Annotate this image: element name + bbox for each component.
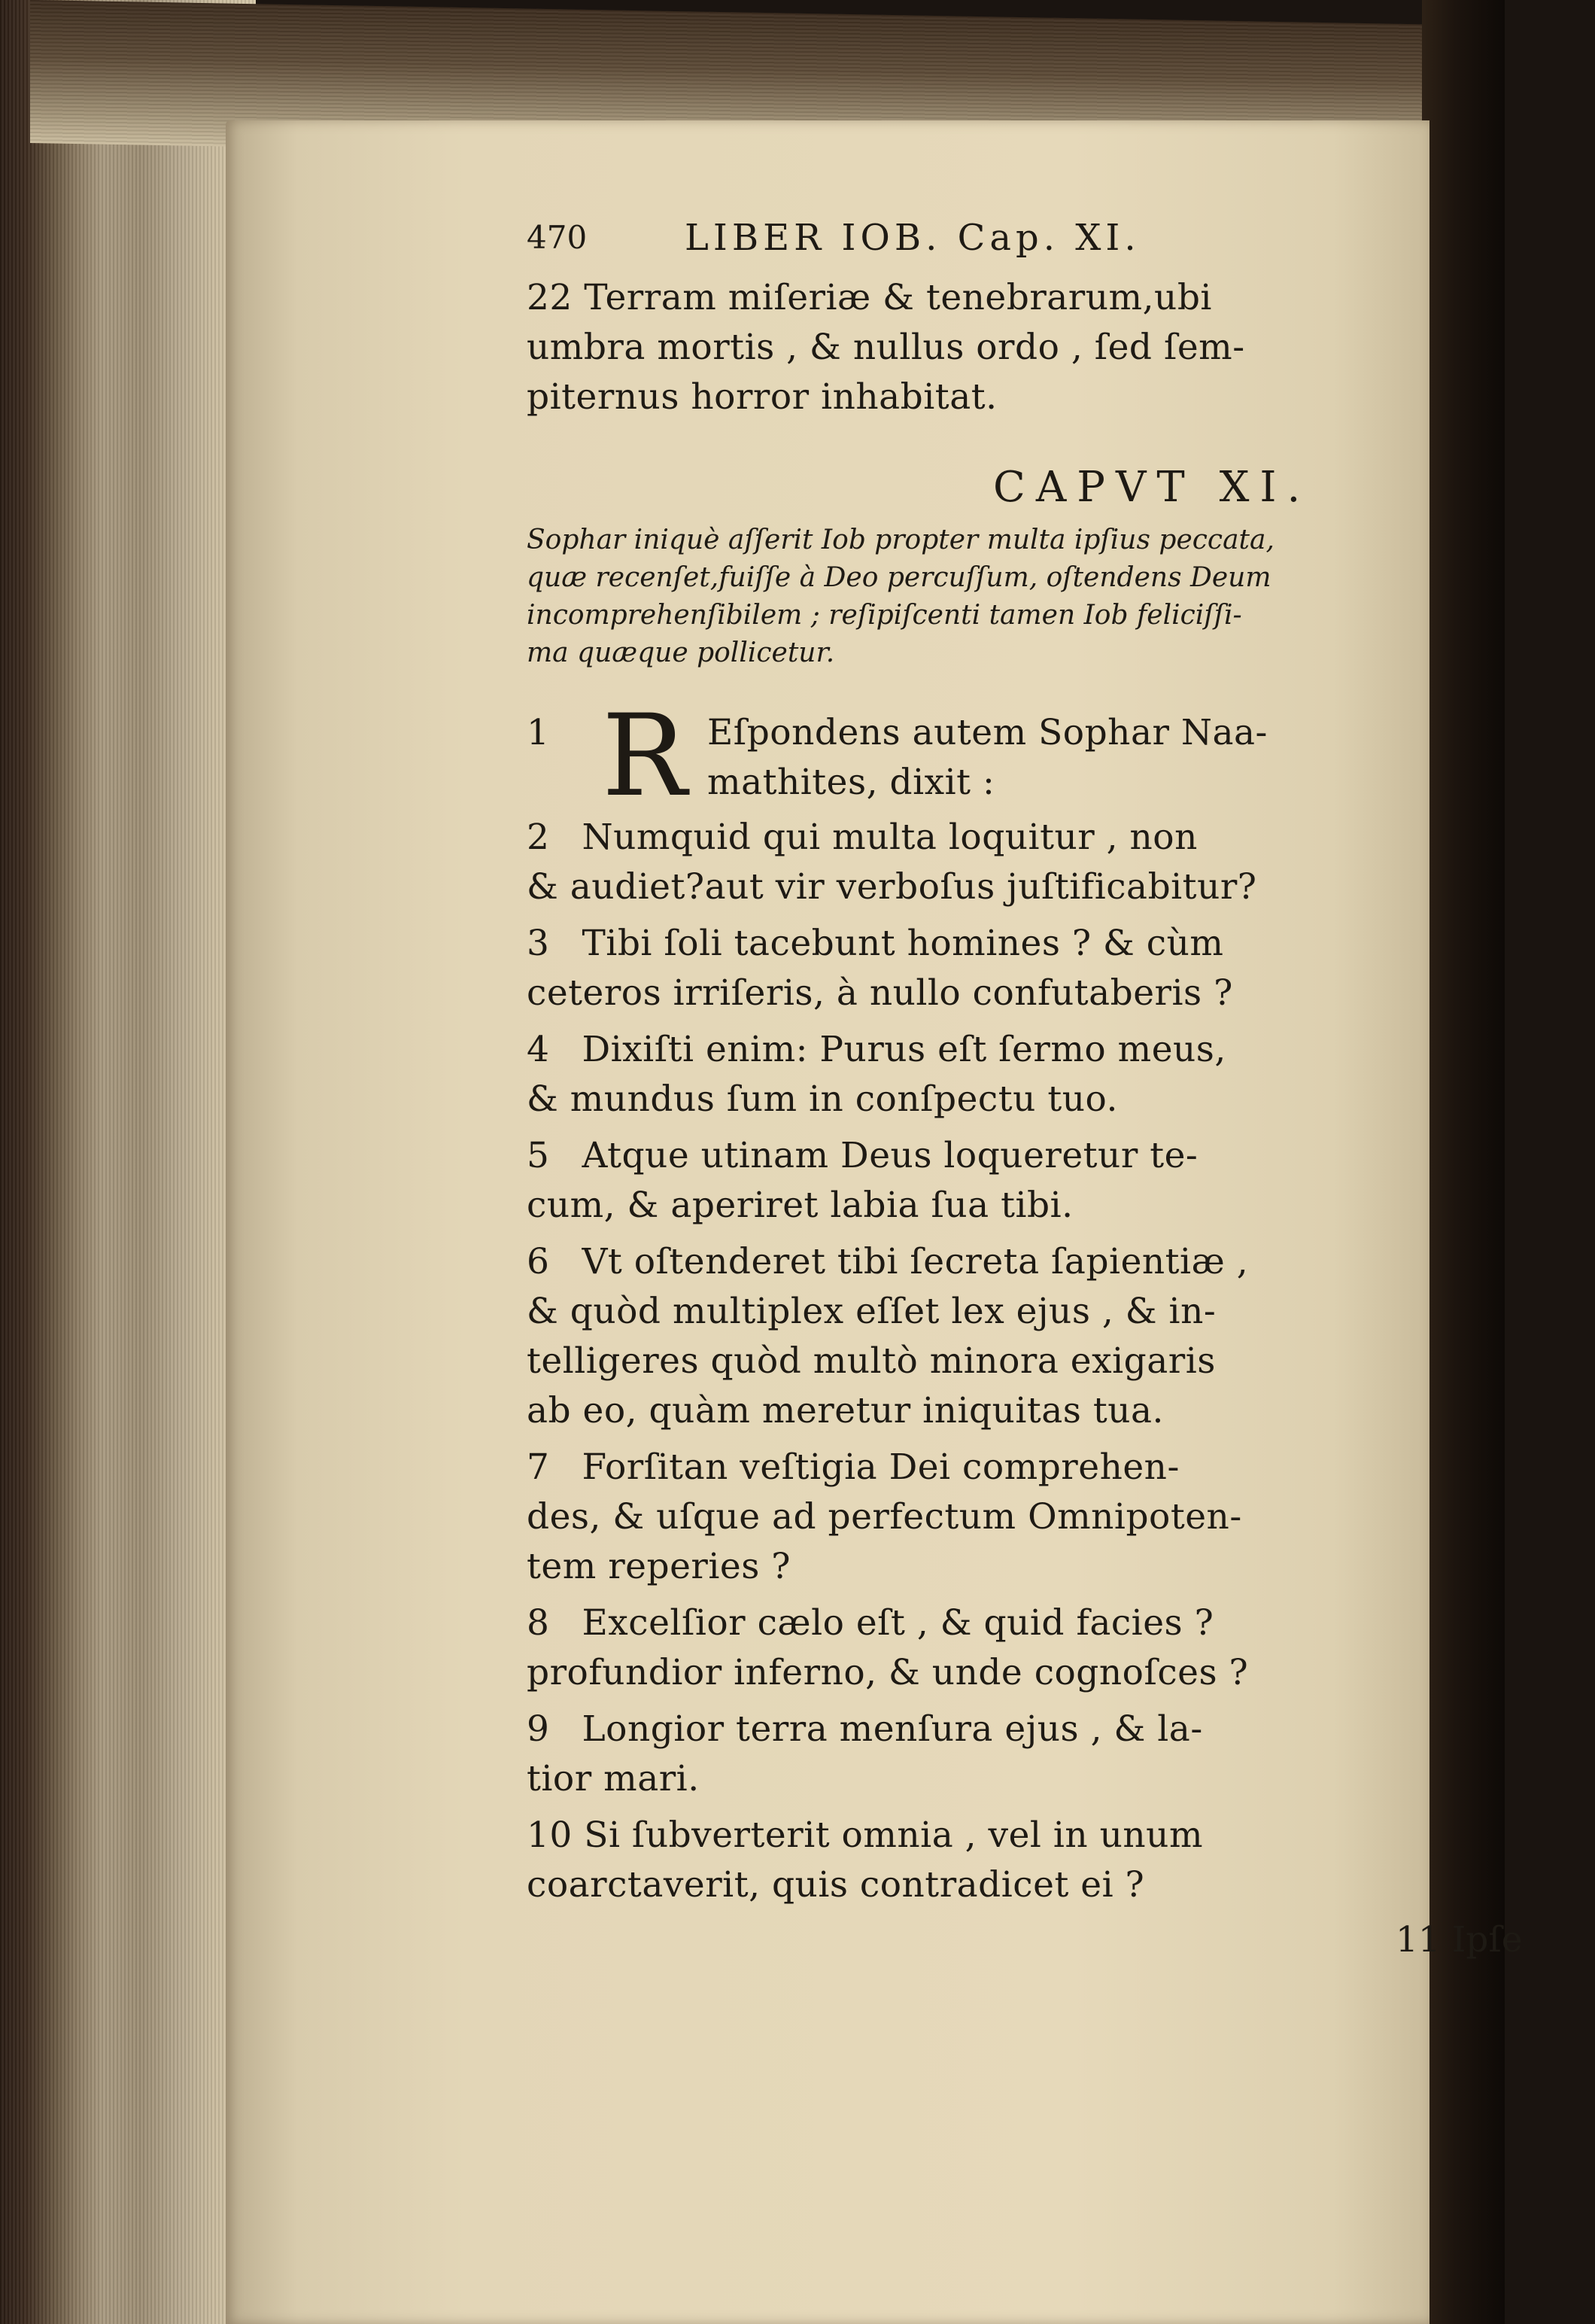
catchword: 11 Ipſe: [1396, 1919, 1523, 1960]
verse-5-line-2: cum, & aperiret labia ſua tibi.: [527, 1185, 1074, 1226]
verse-3-line-1: 3 Tibi ſoli tacebunt homines ? & cùm: [527, 921, 1223, 966]
verse-1-number: 1: [527, 712, 550, 753]
verse-7-line-3: tem reperies ?: [527, 1546, 791, 1587]
verse-8-line-2: profundior inferno, & unde cognoſces ?: [527, 1652, 1249, 1693]
page-number: 470: [527, 219, 588, 256]
verse-2-line-1: 2 Numquid qui multa loquitur , non: [527, 815, 1198, 860]
verse-9-line-1: 9 Longior terra menſura ejus , & la-: [527, 1707, 1203, 1752]
verse-6-line-1: 6 Vt oſtenderet tibi ſecreta ſapientiæ ,: [527, 1240, 1248, 1285]
verse-number: 22: [527, 277, 573, 318]
verse-3-line-2: ceteros irriſeris, à nullo confutaberis ?: [527, 972, 1233, 1014]
chapter-summary-line: ma quæque pollicetur.: [527, 637, 835, 668]
verse-6-line-3: telligeres quòd multò minora exigaris: [527, 1340, 1216, 1382]
book-page: [226, 120, 1523, 2324]
chapter-summary-line: Sophar iniquè aſſerit Iob propter multa ipſius peccata,: [527, 525, 1274, 555]
verse-4-line-2: & mundus ſum in conſpectu tuo.: [527, 1078, 1118, 1120]
verse-1-line-1: Eſpondens autem Sophar Naa-: [707, 712, 1268, 753]
drop-cap: R: [602, 691, 687, 822]
verse-1-line-2: mathites, dixit :: [707, 762, 995, 803]
verse-number: 3: [527, 923, 550, 964]
verse-number: 9: [527, 1708, 550, 1750]
running-title: LIBER IOB. Cap. XI.: [685, 217, 1141, 259]
chapter-title: CAPVT XI.: [993, 463, 1311, 512]
verse-6-line-4: ab eo, quàm meretur iniquitas tua.: [527, 1390, 1164, 1431]
verse-8-line-1: 8 Excelſior cælo eſt , & quid facies ?: [527, 1601, 1214, 1646]
book-page-edges: [0, 0, 256, 2324]
verse-number: 10: [527, 1814, 573, 1856]
verse-number: 7: [527, 1446, 550, 1488]
verse-number: 8: [527, 1602, 550, 1644]
chapter-summary-line: incomprehenſibilem ; reſipiſcenti tamen Iob feliciſſi-: [527, 600, 1242, 631]
verse-7-line-1: 7 Forſitan veſtigia Dei comprehen-: [527, 1445, 1180, 1490]
verse-number: 4: [527, 1029, 550, 1070]
verse-22-line-3: piternus horror inhabitat.: [527, 376, 998, 418]
verse-10-line-1: 10 Si ſubverterit omnia , vel in unum: [527, 1813, 1203, 1858]
verse-5-line-1: 5 Atque utinam Deus loqueretur te-: [527, 1133, 1198, 1179]
chapter-summary-line: quæ recenſet,fuiſſe à Deo percuſſum, oſtendens Deum: [527, 562, 1271, 593]
verse-9-line-2: tior mari.: [527, 1758, 700, 1799]
verse-10-line-2: coarctaverit, quis contradicet ei ?: [527, 1864, 1145, 1906]
verse-number: 2: [527, 817, 550, 858]
gutter-shadow: [1422, 0, 1505, 2324]
verse-22-line-1: 22 Terram miſeriæ & tenebrarum,ubi: [527, 275, 1212, 321]
verse-6-line-2: & quòd multiplex eſſet lex ejus , & in-: [527, 1291, 1217, 1332]
verse-22-line-2: umbra mortis , & nullus ordo , ſed ſem-: [527, 327, 1245, 368]
verse-7-line-2: des, & uſque ad perfectum Omnipoten-: [527, 1496, 1242, 1538]
verse-2-line-2: & audiet?aut vir verboſus juſtificabitur?: [527, 866, 1257, 908]
verse-4-line-1: 4 Dixiſti enim: Purus eſt ſermo meus,: [527, 1027, 1226, 1072]
verse-number: 5: [527, 1135, 550, 1176]
verse-number: 6: [527, 1241, 550, 1282]
